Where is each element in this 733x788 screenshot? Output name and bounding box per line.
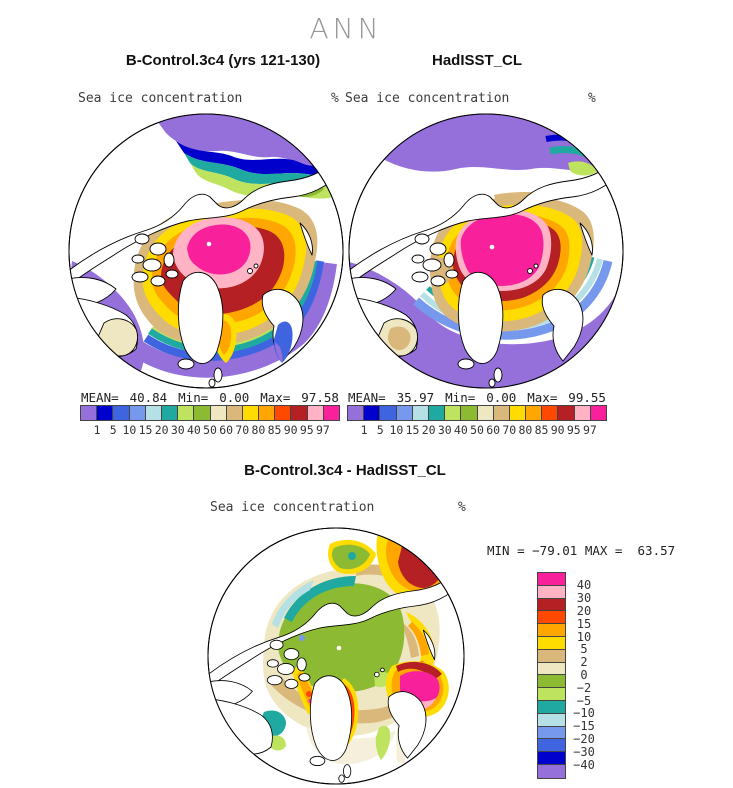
colorbar-cell — [348, 406, 364, 420]
obs-panel-title: HadISST_CL — [431, 52, 522, 69]
obs-mean-label: MEAN= — [348, 390, 386, 405]
diff-colorbar-cell — [538, 611, 565, 624]
colorbar-cell — [259, 406, 275, 420]
diff-colorbar-tick-label: −40 — [573, 757, 595, 772]
colorbar-tick-label: 50 — [470, 423, 484, 437]
model-min-value: 0.00 — [219, 390, 250, 405]
colorbar-tick-label: 40 — [453, 423, 468, 437]
colorbar-cell — [510, 406, 526, 420]
colorbar-cell — [558, 406, 574, 420]
colorbar-tick-label: 10 — [122, 423, 137, 437]
diff-unit-label: % — [458, 500, 466, 515]
obs-variable-label: Sea ice concentration — [345, 91, 510, 106]
obs-min-label: Min= — [445, 390, 476, 405]
diff-colorbar-cell — [538, 663, 565, 676]
colorbar-tick-label: 90 — [550, 423, 565, 437]
colorbar-tick-label: 95 — [299, 423, 314, 437]
colorbar-cell — [162, 406, 178, 420]
colorbar-cell — [324, 406, 339, 420]
colorbar-cell — [194, 406, 210, 420]
diff-colorbar-tick-label: 2 — [580, 655, 588, 670]
diff-colorbar-ticks — [564, 573, 604, 778]
colorbar-tick-label: 95 — [566, 423, 581, 437]
diff-colorbar-cell — [538, 650, 565, 663]
colorbar-tick-label: 10 — [389, 423, 404, 437]
diff-panel-title: B-Control.3c4 - HadISST_CL — [244, 462, 446, 479]
colorbar-cell — [130, 406, 146, 420]
colorbar-tick-label: 70 — [235, 423, 250, 437]
model-map — [66, 111, 346, 391]
colorbar-tick-label: 30 — [170, 423, 185, 437]
colorbar-cell — [275, 406, 291, 420]
colorbar-cell — [591, 406, 606, 420]
diff-colorbar-cell — [538, 586, 565, 599]
model-max-label: Max= — [260, 390, 291, 405]
colorbar-cell — [494, 406, 510, 420]
colorbar-cell — [97, 406, 113, 420]
obs-unit-label: % — [588, 91, 596, 106]
obs-colorbar — [348, 406, 606, 420]
colorbar-tick-label: 20 — [421, 423, 436, 437]
colorbar-cell — [429, 406, 445, 420]
colorbar-cell — [113, 406, 129, 420]
diff-colorbar-cell — [538, 624, 565, 637]
colorbar-tick-label: 97 — [582, 423, 597, 437]
diff-colorbar-cell — [538, 599, 565, 612]
colorbar-tick-label: 80 — [518, 423, 533, 437]
colorbar-cell — [445, 406, 461, 420]
obs-colorbar-ticks — [348, 423, 606, 437]
colorbar-tick-label: 15 — [138, 423, 153, 437]
diff-colorbar-tick-label: 30 — [576, 591, 592, 606]
colorbar-tick-label: 70 — [502, 423, 517, 437]
diff-colorbar-cell — [538, 765, 565, 778]
model-panel-title: B-Control.3c4 (yrs 121-130) — [125, 52, 321, 69]
colorbar-cell — [397, 406, 413, 420]
diff-map — [206, 526, 466, 786]
colorbar-tick-label: 15 — [405, 423, 420, 437]
model-mean-label: MEAN= — [81, 390, 119, 405]
colorbar-cell — [243, 406, 259, 420]
diff-colorbar-tick-label: −20 — [573, 731, 595, 746]
model-min-label: Min= — [178, 390, 209, 405]
colorbar-tick-label: 97 — [315, 423, 330, 437]
diff-colorbar-cell — [538, 714, 565, 727]
colorbar-tick-label: 1 — [360, 423, 368, 437]
diff-colorbar-tick-label: 0 — [580, 667, 588, 682]
colorbar-cell — [308, 406, 324, 420]
model-max-value: 97.58 — [301, 390, 339, 405]
diff-colorbar-cell — [538, 688, 565, 701]
diff-colorbar-cell — [538, 739, 565, 752]
diff-colorbar-tick-label: 20 — [576, 603, 592, 618]
colorbar-tick-label: 20 — [154, 423, 169, 437]
colorbar-tick-label: 80 — [251, 423, 266, 437]
colorbar-tick-label: 60 — [486, 423, 501, 437]
colorbar-cell — [291, 406, 307, 420]
colorbar-tick-label: 40 — [186, 423, 201, 437]
colorbar-tick-label: 5 — [376, 423, 384, 437]
colorbar-cell — [380, 406, 396, 420]
diff-colorbar-cell — [538, 701, 565, 714]
diff-colorbar-cell — [538, 752, 565, 765]
colorbar-cell — [542, 406, 558, 420]
model-mean-value: 40.84 — [129, 390, 168, 405]
model-unit-label: % — [331, 91, 339, 106]
obs-max-label: Max= — [527, 390, 558, 405]
colorbar-tick-label: 60 — [219, 423, 234, 437]
model-ice-fills — [68, 111, 339, 387]
diff-colorbar-tick-label: −5 — [576, 693, 592, 708]
colorbar-cell — [461, 406, 477, 420]
model-colorbar-ticks — [81, 423, 339, 437]
model-colorbar — [81, 406, 339, 420]
diff-colorbar-cell — [538, 573, 565, 586]
colorbar-tick-label: 50 — [203, 423, 217, 437]
colorbar-cell — [178, 406, 194, 420]
diff-colorbar-tick-label: −10 — [573, 706, 595, 721]
obs-stats — [348, 390, 606, 405]
colorbar-cell — [227, 406, 243, 420]
diff-colorbar-tick-label: 40 — [576, 578, 592, 593]
diff-colorbar — [538, 573, 565, 778]
obs-map — [346, 111, 626, 391]
diff-colorbar-cell — [538, 675, 565, 688]
figure-season-title: ANN — [309, 12, 383, 45]
colorbar-tick-label: 90 — [283, 423, 298, 437]
diff-minmax: MIN = −79.01 MAX = 63.57 — [487, 543, 676, 558]
diff-colorbar-tick-label: −2 — [576, 680, 592, 695]
colorbar-cell — [575, 406, 591, 420]
diff-colorbar-cell — [538, 637, 565, 650]
diff-colorbar-tick-label: 5 — [580, 642, 588, 657]
obs-ice-fills — [346, 111, 626, 391]
diff-colorbar-tick-label: −30 — [573, 744, 595, 759]
diff-variable-label: Sea ice concentration — [210, 500, 375, 515]
obs-min-value: 0.00 — [486, 390, 517, 405]
diff-colorbar-cell — [538, 727, 565, 740]
colorbar-tick-label: 1 — [93, 423, 101, 437]
colorbar-cell — [478, 406, 494, 420]
colorbar-tick-label: 85 — [267, 423, 282, 437]
colorbar-cell — [81, 406, 97, 420]
colorbar-cell — [413, 406, 429, 420]
colorbar-cell — [211, 406, 227, 420]
diff-colorbar-tick-label: −15 — [573, 719, 595, 734]
diff-colorbar-tick-label: 15 — [576, 616, 592, 631]
colorbar-tick-label: 5 — [109, 423, 117, 437]
model-variable-label: Sea ice concentration — [78, 91, 243, 106]
colorbar-cell — [146, 406, 162, 420]
diff-colorbar-tick-label: 10 — [576, 629, 592, 644]
colorbar-tick-label: 85 — [534, 423, 549, 437]
colorbar-cell — [364, 406, 380, 420]
obs-max-value: 99.55 — [568, 390, 606, 405]
colorbar-cell — [526, 406, 542, 420]
colorbar-tick-label: 30 — [437, 423, 452, 437]
model-stats — [81, 390, 339, 405]
obs-mean-value: 35.97 — [396, 390, 435, 405]
